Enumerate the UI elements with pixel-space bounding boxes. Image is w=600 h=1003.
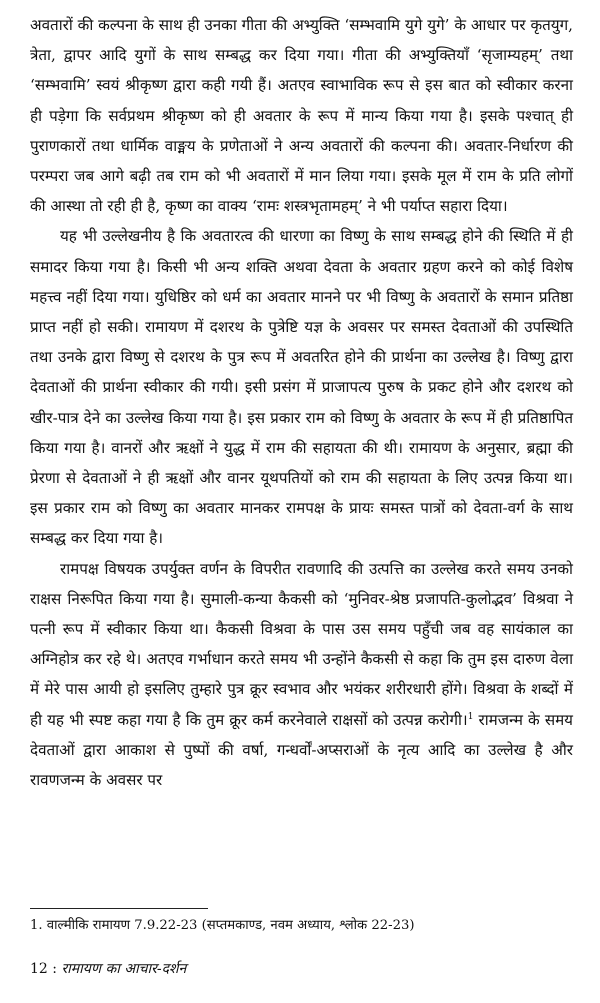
page-footer (30, 958, 575, 980)
footnote: 1. वाल्मीकि रामायण 7.9.22-23 (सप्तमकाण्ड, नवम अध्याय, श्लोक 22-23) (30, 918, 415, 933)
page-number: 12 (30, 961, 48, 977)
book-title: रामायण का आचार-दर्शन (61, 961, 187, 977)
body-text (30, 10, 573, 795)
footnote-divider (30, 908, 208, 909)
paragraph-2: यह भी उल्लेखनीय है कि अवतारत्व की धारणा का विष्णु के साथ सम्बद्ध होने की स्थिति में ही समादर किया गया है। किसी भी अन्य शक्ति अथवा देवता के अवतार ग्रहण करने को कोई विशेष महत्त्व नहीं दिया गया। युधिष्ठिर को धर्म का अवतार मानने पर भी विष्णु के अवतारों के समान प्रतिष्ठा प्राप्त नहीं हो सकी। रामायण में दशरथ के पुत्रेष्टि यज्ञ के अवसर पर समस्त देवताओं की उपस्थिति तथा उनके द्वारा विष्णु से दशरथ के पुत्र रूप में अवतरित होने की प्रार्थना का उल्लेख है। विष्णु द्वारा देवताओं की प्रार्थना स्वीकार की गयी। इसी प्रसंग में प्राजापत्य पुरुष के प्रकट होने और दशरथ को खीर-पात्र देने का उल्लेख किया गया है। इस प्रकार राम को विष्णु के अवतार के रूप में ही प्रतिष्ठापित किया गया है। वानरों और ऋक्षों ने युद्ध में राम की सहायता की थी। रामायण के अनुसार, ब्रह्मा की प्रेरणा से देवताओं ने ही ऋक्षों और वानर यूथपतियों को राम की सहायता के लिए उत्पन्न किया था। इस प्रकार राम को विष्णु का अवतार मानकर रामपक्ष के प्रायः समस्त पात्रों को देवता-वर्ग के साथ सम्बद्ध कर दिया गया है। (30, 227, 573, 548)
paragraph-3 (30, 554, 573, 796)
paragraph-3-continued: रामजन्म के समय देवताओं द्वारा आकाश से पुष्पों की वर्षा, गन्धर्वों-अप्सराओं के नृत्य आदि का उल्लेख है और रावणजन्म के अवसर पर (30, 710, 573, 790)
footnote-reference[interactable]: 1 (467, 711, 474, 722)
folio-separator: : (47, 961, 62, 977)
paragraph-3-text: रामपक्ष विषयक उपर्युक्त वर्णन के विपरीत रावणादि की उत्पत्ति का उल्लेख करते समय उनको राक्षस निरूपित किया गया है। सुमाली-कन्या कैकसी को ‘मुनिवर-श्रेष्ठ प्रजापति-कुलोद्भव’ विश्रवा ने पत्नी रूप में स्वीकार किया था। कैकसी विश्रवा के पास उस समय पहुँची जब वह सायंकाल का अग्निहोत्र कर रहे थे। अतएव गर्भाधान करते समय भी उन्होंने कैकसी से कहा कि तुम इस दारुण वेला में मेरे पास आयी हो इसलिए तुम्हारे पुत्र क्रूर स्वभाव और भयंकर शरीरधारी होंगे। विश्रवा के शब्दों में ही यह भी स्पष्ट कहा गया है कि तुम क्रूर कर्म करनेवाले राक्षसों को उत्पन्न करोगी। (30, 559, 573, 729)
paragraph-1: अवतारों की कल्पना के साथ ही उनका गीता की अभ्युक्ति ‘सम्भवामि युगे युगे’ के आधार पर कृतयुग, त्रेता, द्वापर आदि युगों के साथ सम्बद्ध कर दिया गया। गीता की अभ्युक्तियाँ ‘सृजाम्यहम्’ तथा ‘सम्भवामि’ स्वयं श्रीकृष्ण द्वारा कही गयी हैं। अतएव स्वाभाविक रूप से इस बात को स्वीकार करना ही पड़ेगा कि सर्वप्रथम श्रीकृष्ण को ही अवतार के रूप में मान्य किया गया है। इसके पश्चात् ही पुराणकारों तथा धार्मिक वाङ्मय के प्रणेताओं ने अन्य अवतारों की कल्पना की। अवतार-निर्धारण की परम्परा जब आगे बढ़ी तब राम को भी अवतारों में मान लिया गया। इसके मूल में राम के प्रति लोगों की आस्था तो रही ही है, कृष्ण का वाक्य ‘रामः शस्त्रभृतामहम्’ ने भी पर्याप्त सहारा दिया। (30, 16, 573, 216)
